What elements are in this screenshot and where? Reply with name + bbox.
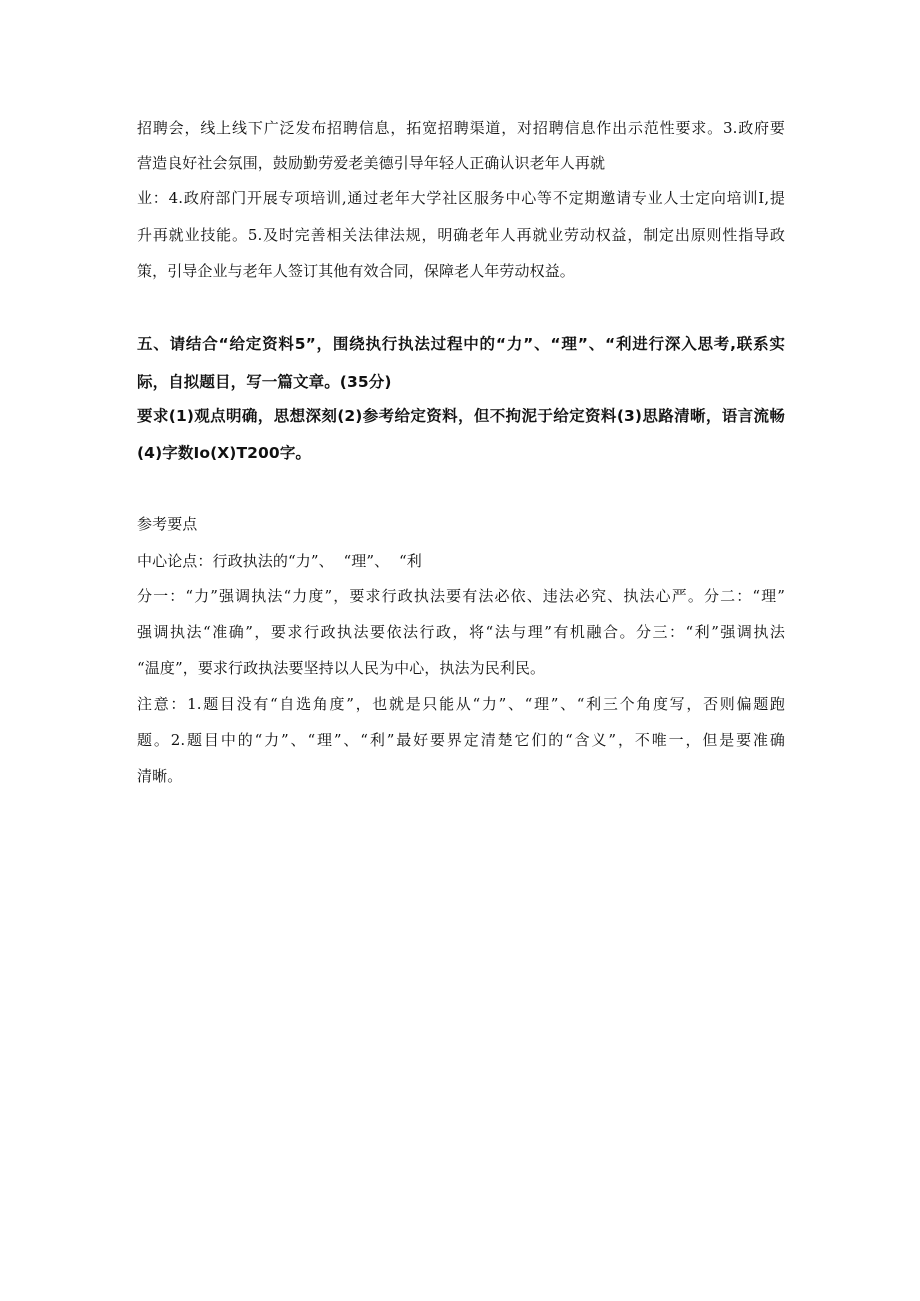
answer-line-3: 业：4.政府部门开展专项培训,通过老年大学社区服务中心等不定期邀请专业人士定向培训I,提: [137, 189, 785, 207]
answer-line-2: 营造良好社会氛围，鼓励勤劳爱老美德引导年轻人正确认识老年人再就: [137, 154, 606, 172]
answer-line-5: 策，引导企业与老年人签订其他有效合同，保障老人年劳动权益。: [137, 262, 575, 280]
reference-point-line-2: 强调执法“准确”，要求行政执法要依法行政，将“法与理”有机融合。分三：“利”强调执法: [137, 623, 785, 641]
question-requirement-line-1: 要求(1)观点明确，思想深刻(2)参考给定资料，但不拘泥于给定资料(3)思路清晰，语言流畅: [137, 407, 785, 425]
reference-note-line-1: 注意：1.题目没有“自选角度”，也就是只能从“力”、“理”、“利三个角度写，否则偏题跑: [137, 695, 785, 713]
answer-line-1: 招聘会，线上线下广泛发布招聘信息，拓宽招聘渠道，对招聘信息作出示范性要求。3.政府要: [137, 119, 785, 137]
answer-line-4: 升再就业技能。5.及时完善相关法律法规，明确老年人再就业劳动权益，制定出原则性指导政: [137, 226, 785, 244]
question-requirement-line-2: (4)字数Io(X)T200字。: [137, 444, 312, 462]
question-line-1: 五、请结合“给定资料5”，围绕执行执法过程中的“力”、“理”、“利进行深入思考,联系实: [137, 335, 785, 353]
reference-note-line-2: 题。2.题目中的“力”、“理”、“利”最好要界定清楚它们的“含义”，不唯一，但是要准确: [137, 731, 785, 749]
question-line-2: 际，自拟题目，写一篇文章。(35分): [137, 373, 392, 391]
reference-note-line-3: 清晰。: [137, 767, 183, 785]
reference-point-line-3: “温度”，要求行政执法要坚持以人民为中心，执法为民利民。: [137, 659, 546, 677]
reference-heading: 参考要点: [137, 515, 198, 533]
reference-point-line-1: 分一：“力”强调执法“力度”，要求行政执法要有法必依、违法必究、执法心严。分二：“理”: [137, 587, 785, 605]
reference-thesis: 中心论点：行政执法的“力”、 “理”、 “利: [137, 552, 422, 570]
